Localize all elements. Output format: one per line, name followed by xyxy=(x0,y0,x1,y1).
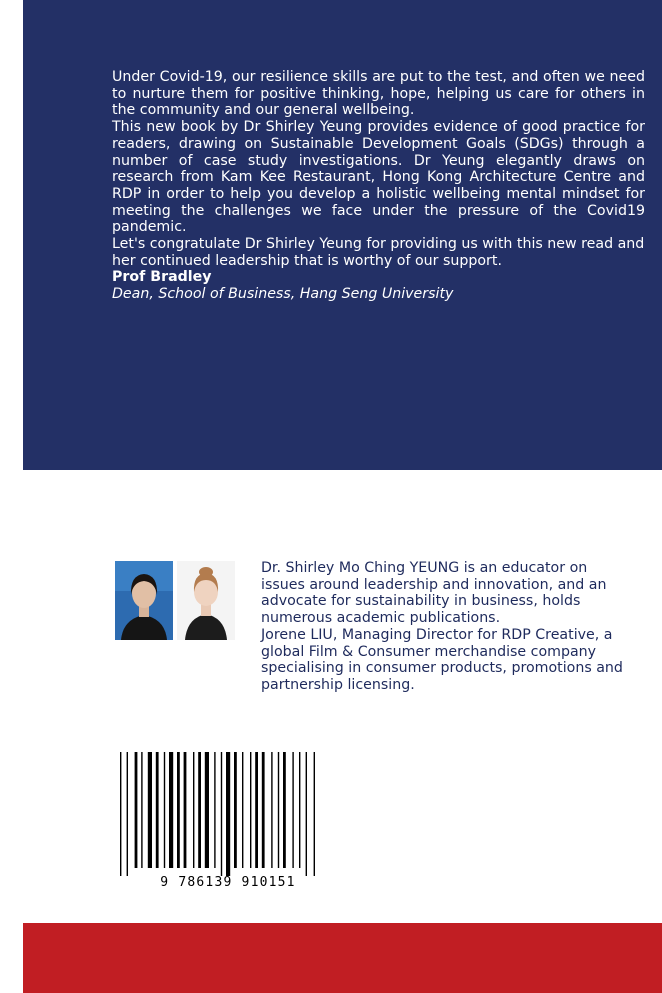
author-bio-1: Dr. Shirley Mo Ching YEUNG is an educator on issues around leadership and innovation, and an advocate for sustainability in business, holds numerous academic publications. xyxy=(261,560,607,627)
barcode-bar xyxy=(292,752,293,868)
barcode-bar xyxy=(299,752,300,868)
barcode-bar xyxy=(255,752,258,868)
author-photo-2 xyxy=(177,561,235,640)
barcode-bar xyxy=(221,752,222,876)
barcode-bar xyxy=(271,752,272,868)
bottom-band xyxy=(23,923,662,993)
barcode-bar xyxy=(262,752,265,868)
isbn-digits: 9 786139 910151 xyxy=(160,875,296,890)
barcode-bar xyxy=(242,752,243,868)
barcode-bar xyxy=(120,752,121,876)
barcode-bar xyxy=(169,752,173,868)
signature-name: Prof Bradley xyxy=(112,269,212,286)
barcode-bar xyxy=(184,752,187,868)
author-bio xyxy=(261,560,631,694)
barcode-bar xyxy=(278,752,279,868)
barcode-bar xyxy=(283,752,286,868)
barcode-bar xyxy=(156,752,159,868)
barcode-bar xyxy=(306,752,307,876)
barcode-bar xyxy=(314,752,315,876)
barcode-bar xyxy=(214,752,215,868)
barcode-bar xyxy=(205,752,209,868)
barcode-bar xyxy=(164,752,165,868)
barcode-bar xyxy=(226,752,230,876)
barcode-bar xyxy=(148,752,152,868)
barcode-bar xyxy=(127,752,128,876)
barcode-bar xyxy=(141,752,142,868)
blurb-paragraph: Under Covid-19, our resilience skills are put to the test, and often we need to nurture them for positive thinking, hope, helping us care for others in the community and our general wellbeing. xyxy=(112,69,645,119)
author-photo-1 xyxy=(115,561,173,640)
barcode-bar xyxy=(177,752,180,868)
signature-title: Dean, School of Business, Hang Seng University xyxy=(112,286,454,303)
isbn-barcode xyxy=(112,752,344,892)
author-bio-2: Jorene LIU, Managing Director for RDP Creative, a global Film & Consumer merchandise company specialising in consumer products, promotions and partnership licensing. xyxy=(261,626,623,693)
barcode-bars xyxy=(120,752,315,876)
blurb-paragraph: Let's congratulate Dr Shirley Yeung for providing us with this new read and her continued leadership that is worthy of our support. xyxy=(112,236,645,269)
barcode-bar xyxy=(135,752,138,868)
blurb-paragraph: This new book by Dr Shirley Yeung provides evidence of good practice for readers, drawing on Sustainable Development Goals (SDGs) through a number of case study investigations. Dr Yeung elegantly draws on research from Kam Kee Restaurant, Hong Kong Architecture Centre and RDP in order to help you develop a holistic wellbeing mental mindset for meeting the challenges we face under the pressure of the Covid19 pandemic. xyxy=(112,119,645,236)
barcode-bar xyxy=(193,752,194,868)
barcode-bar xyxy=(250,752,251,868)
barcode-bar xyxy=(198,752,201,868)
barcode-bar xyxy=(234,752,237,868)
blurb-text xyxy=(112,69,645,303)
